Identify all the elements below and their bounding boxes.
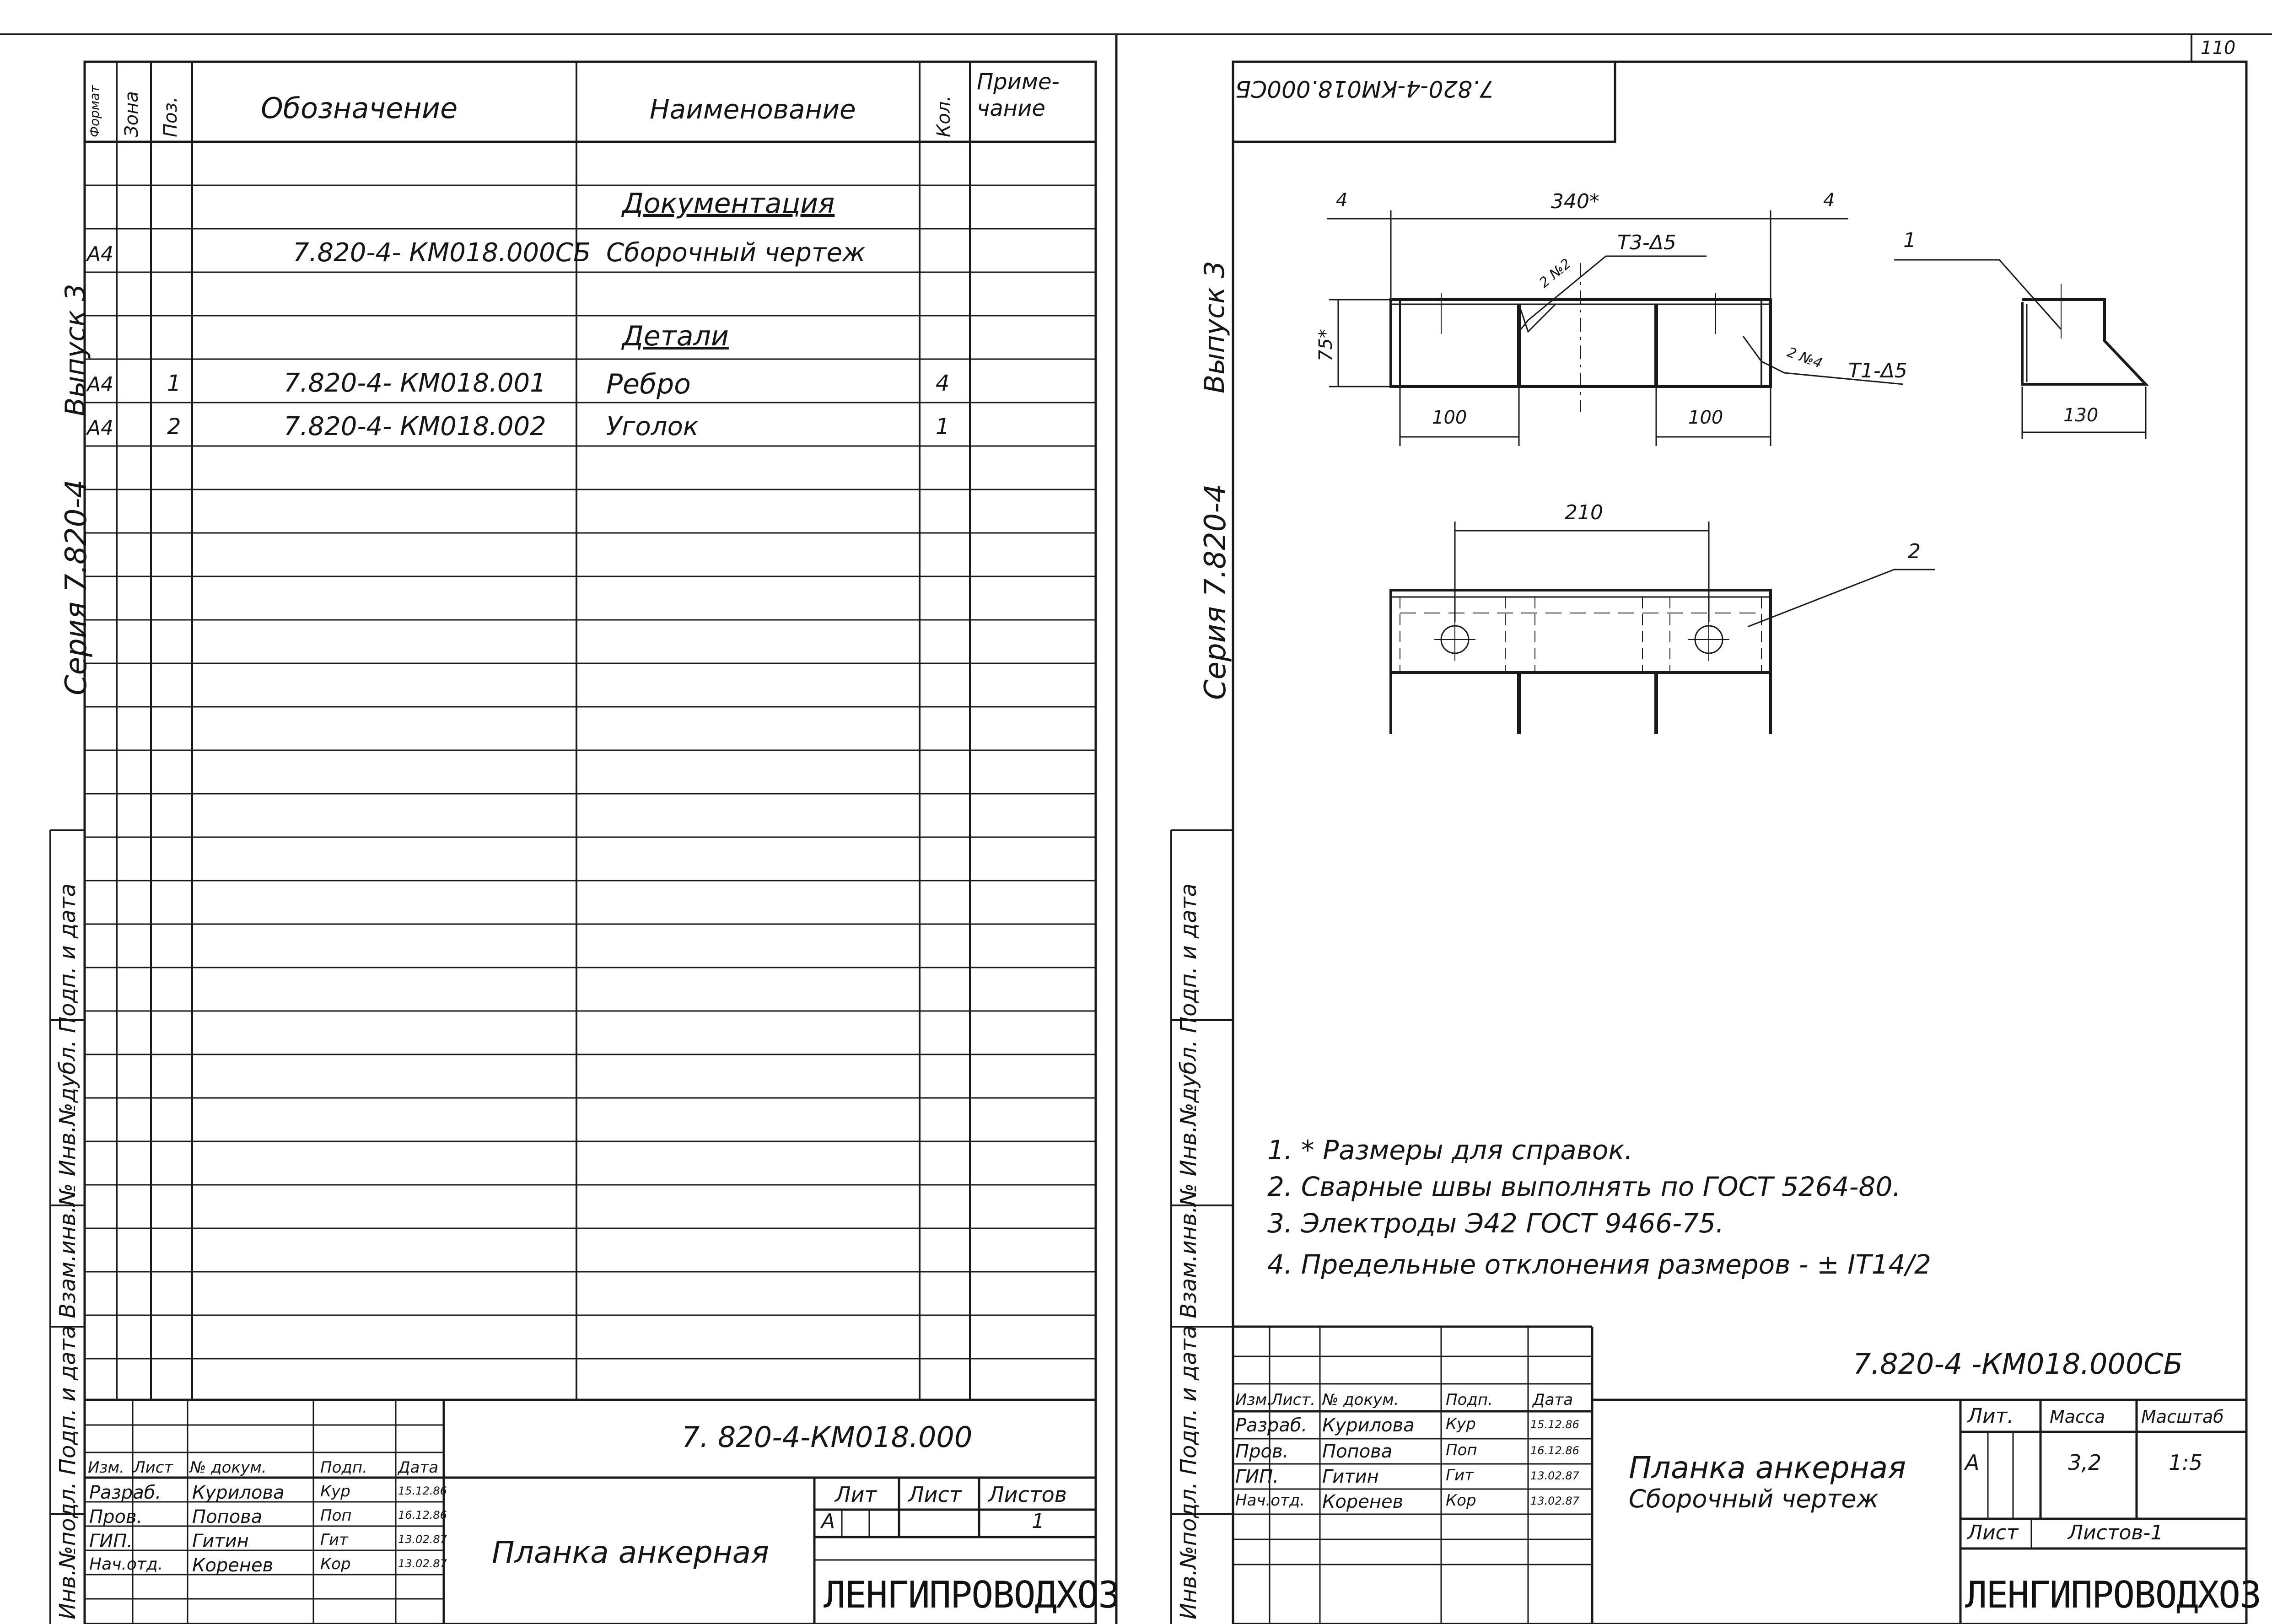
left-date-1: 16.12.86 [398,1509,447,1522]
left-date-0: 15.12.86 [398,1484,447,1497]
right-date-3: 13.02.87 [1530,1495,1579,1507]
right-date-0: 15.12.86 [1530,1418,1579,1431]
row4-pos: 2 [167,414,181,440]
right-title-org: ЛЕНГИПРОВОДХОЗ [1965,1574,2261,1616]
row3-name: Ребро [606,368,691,400]
left-title-code: 7. 820-4-КМ018.000 [682,1420,973,1454]
right-sign-3: Кор [1446,1491,1476,1510]
left-title-org: ЛЕНГИПРОВОДХОЗ [824,1574,1120,1616]
row-details-section: Детали [622,320,729,352]
right-title-subtitle: Сборочный чертеж [1629,1484,1879,1513]
header-designation: Обозначение [261,91,458,125]
right-col-doc: № докум. [1322,1391,1399,1409]
row4-name: Уголок [606,412,699,441]
left-col-izm: Изм. [88,1458,124,1477]
dim-100-left: 100 [1432,407,1467,428]
left-sign-3: Кор [320,1555,351,1573]
side-view-rib [1894,260,2146,439]
dim-340: 340* [1551,190,1599,213]
dim-4-left: 4 [1336,190,1348,211]
right-mass-value: 3,2 [2068,1450,2102,1475]
right-scale-header: Масштаб [2141,1407,2224,1427]
left-name-3: Коренев [192,1555,274,1576]
row4-format: А4 [87,416,114,440]
right-role-2: ГИП. [1235,1466,1279,1487]
left-role-0: Разраб. [89,1482,162,1503]
left-title-sheets-header: Листов [988,1482,1067,1507]
right-col-izm: Изм. [1235,1391,1272,1409]
right-title-name: Планка анкерная [1629,1450,1906,1485]
left-title-sheets-value: 1 [1032,1510,1044,1533]
plan-view-angle [1391,590,1771,734]
right-name-0: Курилова [1322,1415,1415,1436]
left-name-2: Гитин [192,1531,249,1552]
left-side-issue: Выпуск 3 [59,284,92,416]
header-qty: Кол. [933,95,954,137]
left-sign-0: Кур [320,1482,350,1500]
right-date-2: 13.02.87 [1530,1469,1579,1482]
left-col-doc: № докум. [190,1458,267,1477]
left-title-sheet-header: Лист [908,1482,962,1507]
right-side-stamp: Инв.№подл. Подп. и дата Взам.инв.№ Инв.№дубл. Подп. и дата [1176,883,1201,1619]
dim-210: 210 [1565,501,1603,524]
right-lit-header: Лит. [1967,1404,2014,1428]
header-zone: Зона [121,91,142,137]
left-side-stamp: Инв.№подл. Подп. и дата Взам.инв.№ Инв.№дубл. Подп. и дата [55,883,81,1619]
left-title-lit-value: А [821,1510,835,1533]
right-sign-2: Гит [1446,1466,1474,1484]
header-name: Наименование [650,94,856,125]
pos-2-label: 2 [1908,540,1921,563]
row3-designation: 7.820-4- КМ018.001 [284,368,546,398]
right-rotated-code: 7.820-4-КМ018.000СБ [1235,75,1494,102]
right-side-series: Серия 7.820-4 [1199,484,1233,700]
right-col-date: Дата [1533,1391,1573,1409]
note-3: 3. Электроды Э42 ГОСТ 9466-75. [1267,1208,1724,1239]
right-col-list: Лист. [1271,1391,1315,1409]
header-format: Формат [87,85,102,137]
header-note: Приме-чание [977,69,1060,121]
right-sheets-label: Листов-1 [2068,1521,2164,1544]
row4-qty: 1 [936,414,950,440]
right-sign-0: Кур [1446,1415,1476,1433]
right-sheet-label: Лист [1967,1521,2019,1544]
row3-pos: 1 [167,371,181,396]
page-number: 110 [2201,38,2236,59]
right-date-1: 16.12.86 [1530,1444,1579,1457]
left-title-name: Планка анкерная [492,1535,769,1570]
right-sign-1: Поп [1446,1441,1477,1459]
left-sign-2: Гит [320,1531,348,1549]
weld-top-label: Т3-Δ5 [1617,231,1676,254]
right-role-0: Разраб. [1235,1415,1308,1436]
row1-name: Сборочный чертеж [606,238,866,268]
right-name-3: Коренев [1322,1491,1404,1512]
left-role-1: Пров. [89,1506,143,1527]
row-doc-section: Документация [622,188,835,220]
left-side-series: Серия 7.820-4 [59,479,93,695]
left-name-0: Курилова [192,1482,285,1503]
right-title-code: 7.820-4 -КМ018.000СБ [1853,1347,2183,1381]
row3-format: А4 [87,373,114,396]
left-role-2: ГИП. [89,1531,133,1552]
right-lit-value: А [1965,1450,1980,1475]
row1-format: А4 [87,242,114,266]
left-title-lit-header: Лит [835,1482,877,1507]
weld-top-count: 2 №2 [1536,255,1574,291]
right-name-1: Попова [1322,1441,1393,1462]
dim-75: 75* [1315,329,1336,361]
right-scale-value: 1:5 [2169,1450,2203,1475]
plan-view-dimensions [1455,522,1935,627]
left-col-list: Лист [134,1458,173,1477]
left-sign-1: Поп [320,1506,352,1525]
weld-right-label: Т1-Δ5 [1848,359,1907,382]
dim-4-right: 4 [1823,190,1835,211]
row3-qty: 4 [936,371,950,396]
left-date-2: 13.02.87 [398,1533,447,1546]
pos-1-label: 1 [1903,229,1916,252]
weld-right-count: 2 №4 [1785,344,1825,372]
left-col-date: Дата [398,1458,439,1477]
dim-130: 130 [2063,405,2099,426]
left-date-3: 13.02.87 [398,1557,447,1570]
right-name-2: Гитин [1322,1466,1379,1487]
note-4: 4. Предельные отклонения размеров - ± IT14/2 [1267,1249,1931,1280]
front-view-part [1391,263,1771,412]
left-spec-rows [85,185,1096,1359]
right-mass-header: Масса [2050,1407,2105,1427]
row4-designation: 7.820-4- КМ018.002 [284,412,546,441]
right-col-sign: Подп. [1446,1391,1493,1409]
note-1: 1. * Размеры для справок. [1267,1135,1633,1166]
right-role-1: Пров. [1235,1441,1289,1462]
note-2: 2. Сварные швы выполнять по ГОСТ 5264-80. [1267,1171,1901,1202]
front-view-dimensions [1327,210,1903,446]
left-role-3: Нач.отд. [89,1555,163,1574]
right-role-3: Нач.отд. [1235,1491,1305,1510]
right-side-issue: Выпуск 3 [1199,261,1231,393]
left-col-sign: Подп. [320,1458,367,1477]
header-pos: Поз. [160,97,181,137]
row1-designation: 7.820-4- КМ018.000СБ [293,238,591,268]
dim-100-right: 100 [1688,407,1723,428]
left-name-1: Попова [192,1506,263,1527]
